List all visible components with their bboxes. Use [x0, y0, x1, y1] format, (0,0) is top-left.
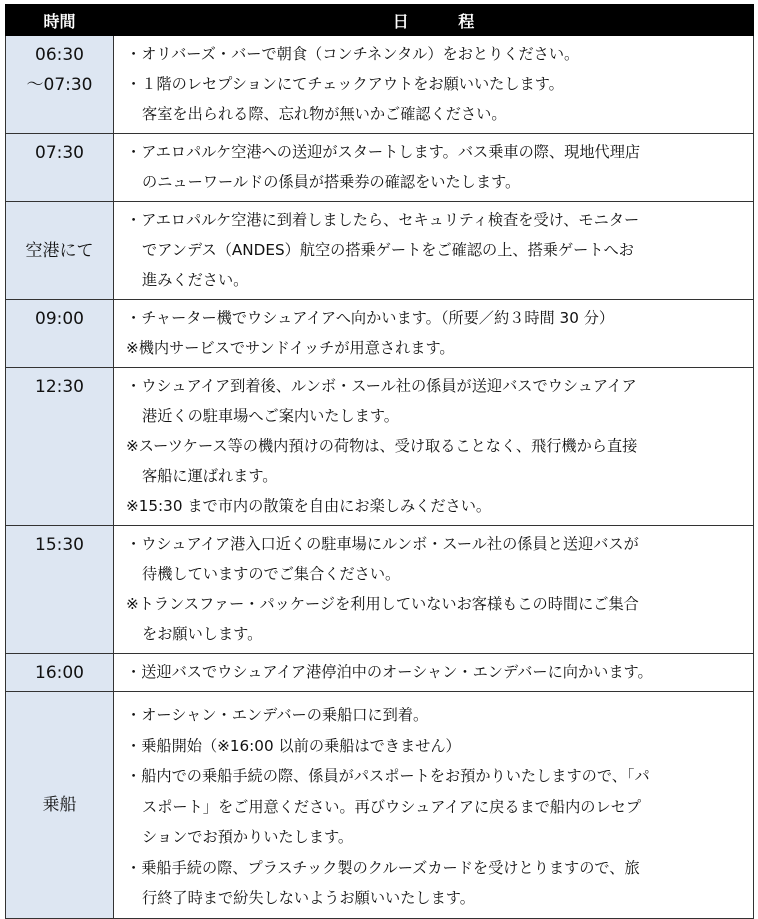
plan-line: ・アエロパルケ空港に到着しましたら、セキュリティ検査を受け、モニター	[126, 211, 640, 229]
plan-cell	[114, 368, 754, 526]
schedule-row	[6, 368, 754, 526]
plan-cell	[114, 654, 754, 692]
plan-line: をお願いします。	[142, 625, 263, 643]
plan-line: 行終了時まで紛失しないようお願いいたします。	[142, 889, 475, 907]
header-plan: 日 程	[114, 5, 754, 36]
time-cell	[6, 202, 114, 300]
plan-line: ・１階のレセプションにてチェックアウトをお願いいたします。	[126, 75, 564, 93]
time-cell	[6, 36, 114, 134]
plan-line: ・ウシュアイア港入口近くの駐車場にルンボ・スール社の係員と送迎バスが	[126, 535, 639, 553]
plan-cell	[114, 36, 754, 134]
plan-line: のニューワールドの係員が搭乗券の確認をいたします。	[142, 173, 521, 191]
plan-line: 進みください。	[142, 271, 249, 289]
plan-line: ・アエロパルケ空港への送迎がスタートします。バス乗車の際、現地代理店	[126, 143, 641, 161]
plan-line: ・ウシュアイア到着後、ルンボ・スール社の係員が送迎バスでウシュアイア	[126, 377, 637, 395]
time-text: 15:30	[35, 535, 84, 555]
time-cell	[6, 526, 114, 654]
plan-cell	[114, 692, 754, 919]
plan-line: ・乗船開始（※16:00 以前の乗船はできません）	[126, 736, 461, 755]
plan-line: ・送迎バスでウシュアイア港停泊中のオーシャン・エンデバーに向かいます。	[126, 663, 653, 681]
time-text: ～07:30	[26, 75, 93, 95]
time-text: 空港にて	[25, 240, 94, 261]
plan-line: ・船内での乗船手続の際、係員がパスポートをお預かりいたしますので、「パ	[126, 767, 650, 785]
header-row	[6, 5, 754, 36]
plan-line: スポート」をご用意ください。再びウシュアイアに戻るまで船内のレセプ	[142, 797, 642, 816]
plan-line: ・チャーター機でウシュアイアへ向かいます。（所要／約３時間 30 分）	[126, 309, 615, 327]
schedule-row	[6, 300, 754, 368]
schedule-row	[6, 202, 754, 300]
plan-line: でアンデス（ANDES）航空の搭乗ゲートをご確認の上、搭乗ゲートへお	[142, 241, 634, 259]
time-cell	[6, 654, 114, 692]
time-cell	[6, 692, 114, 919]
time-cell	[6, 134, 114, 202]
plan-line: ※トランスファー・パッケージを利用していないお客様もこの時間にご集合	[126, 595, 639, 613]
time-cell	[6, 368, 114, 526]
time-text: 09:00	[35, 309, 84, 329]
plan-line: ※スーツケース等の機内預けの荷物は、受け取ることなく、飛行機から直接	[126, 437, 638, 455]
schedule-table	[5, 4, 754, 919]
schedule-row	[6, 36, 754, 134]
schedule-row	[6, 134, 754, 202]
time-text: 乗船	[42, 794, 77, 815]
plan-line: ションでお預かりいたします。	[142, 828, 354, 846]
schedule-row	[6, 526, 754, 654]
header-time: 時間	[6, 5, 114, 36]
plan-line: 客室を出られる際、忘れ物が無いかご確認ください。	[142, 105, 507, 123]
time-cell	[6, 300, 114, 368]
time-text: 16:00	[35, 663, 84, 683]
plan-line: ・乗船手続の際、プラスチック製のクルーズカードを受けとりますので、旅	[126, 858, 640, 877]
plan-line: ・オリバーズ・バーで朝食（コンチネンタル）をおとりください。	[126, 45, 580, 63]
plan-line: 待機していますのでご集合ください。	[142, 565, 401, 583]
plan-line: ・オーシャン・エンデバーの乗船口に到着。	[126, 706, 429, 724]
plan-line: 港近くの駐車場へご案内いたします。	[142, 407, 399, 425]
time-text: 07:30	[35, 143, 84, 163]
plan-line: 客船に運ばれます。	[142, 467, 278, 485]
schedule-row	[6, 654, 754, 692]
plan-line: ※機内サービスでサンドイッチが用意されます。	[126, 339, 455, 357]
plan-cell	[114, 300, 754, 368]
plan-line: ※15:30 まで市内の散策を自由にお楽しみください。	[126, 497, 492, 515]
plan-cell	[114, 526, 754, 654]
schedule-row	[6, 692, 754, 919]
plan-cell	[114, 202, 754, 300]
time-text: 12:30	[35, 377, 84, 397]
time-text: 06:30	[35, 45, 84, 65]
plan-cell	[114, 134, 754, 202]
